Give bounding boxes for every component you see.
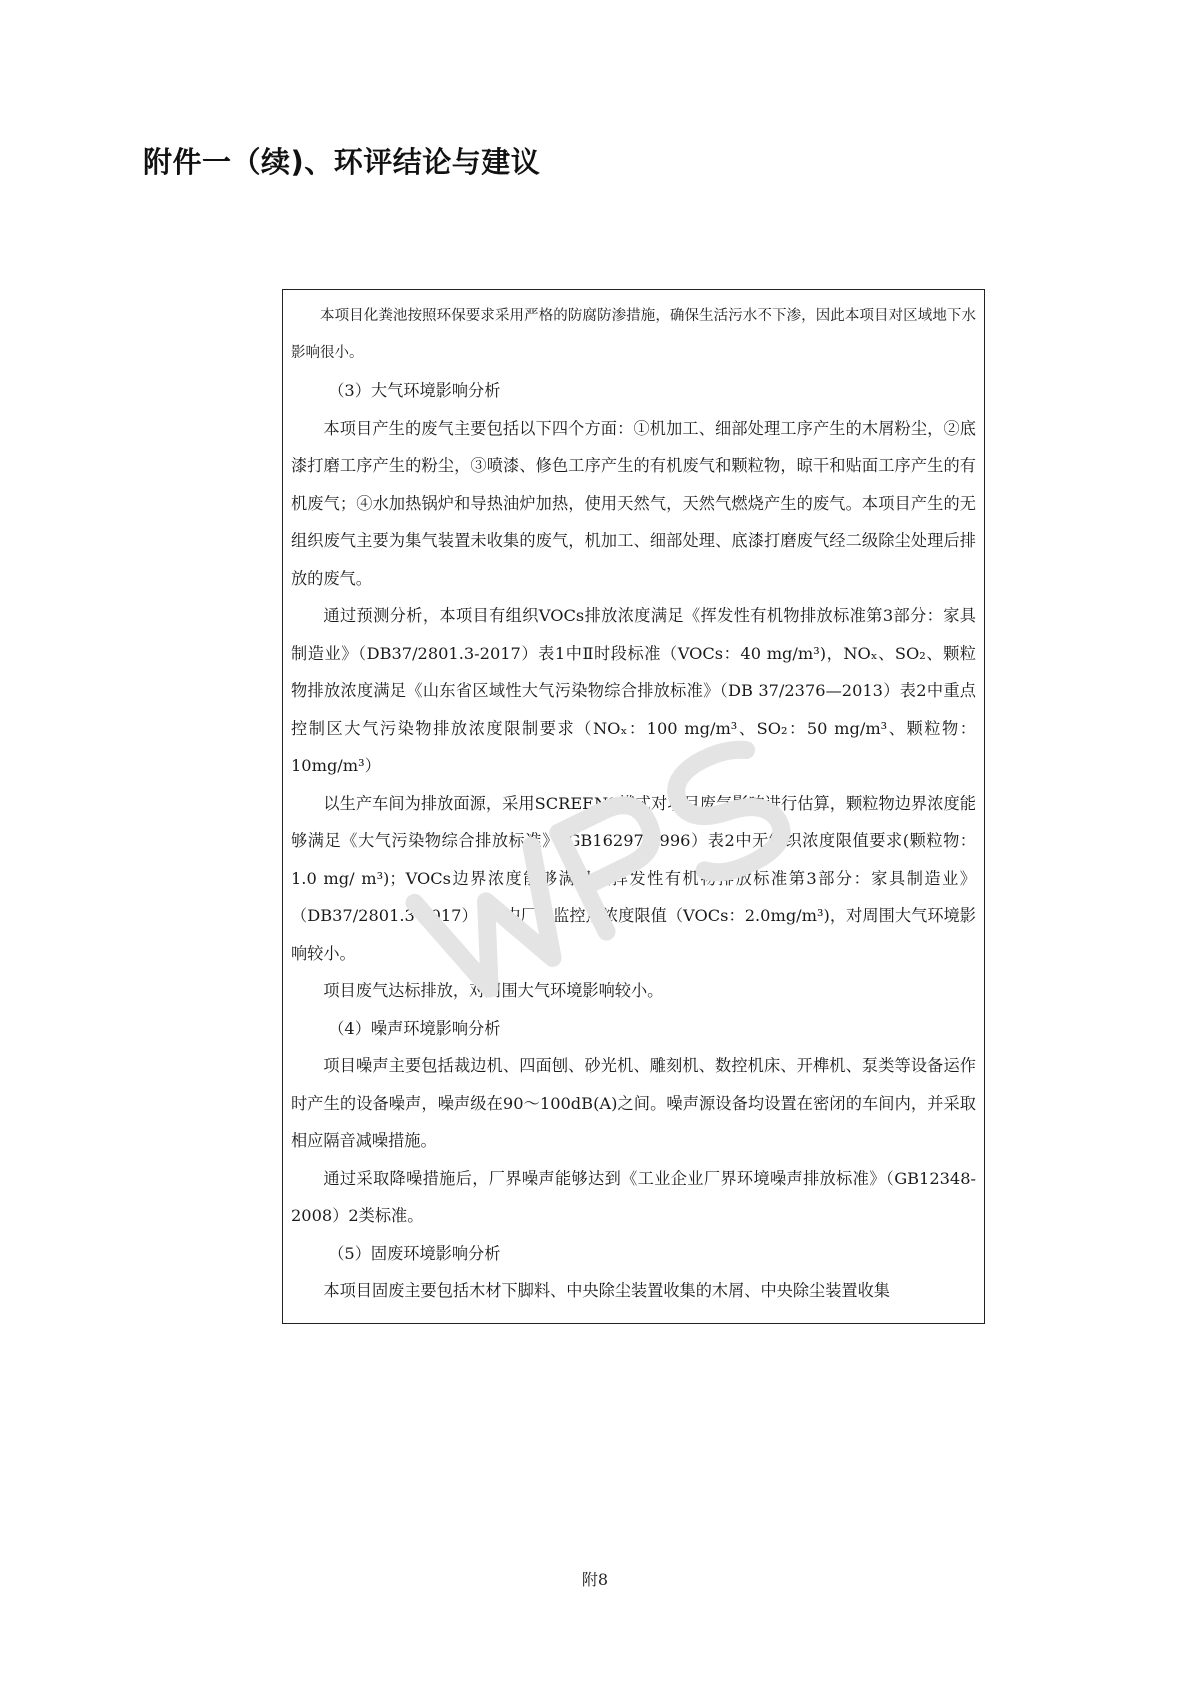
section-heading-solid-waste: （5）固废环境影响分析 (328, 1243, 501, 1263)
content-box (282, 289, 985, 1324)
paragraph-air-sources: 本项目产生的废气主要包括以下四个方面：①机加工、细部处理工序产生的木屑粉尘，②底漆打磨工序产生的粉尘，③喷漆、修色工序产生的有机废气和颗粒物，晾干和贴面工序产生的有机废气；④水加热锅炉和导热油炉加热，使用天然气，天然气燃烧产生的废气。本项目产生的无组织废气主要为集气装置未收集的废气，机加工、细部处理、底漆打磨废气经二级除尘处理后排放的废气。 (291, 418, 976, 588)
paragraph-groundwater: 本项目化粪池按照环保要求采用严格的防腐防渗措施，确保生活污水不下渗，因此本项目对区域地下水影响很小。 (291, 308, 976, 361)
paragraph-air-conclusion: 项目废气达标排放，对周围大气环境影响较小。 (323, 981, 664, 1000)
paragraph-air-organized: 通过预测分析，本项目有组织VOCs排放浓度满足《挥发性有机物排放标准第3部分：家具制造业》（DB37/2801.3-2017）表1中Ⅱ时段标准（VOCs：40 mg/m³)，NOₓ、SO₂、颗粒物排放浓度满足《山东省区域性大气污染物综合排放标准》（DB 37/2376—2013）表2中重点控制区大气污染物排放浓度限制要求（NOₓ：100 mg/m³、SO₂：50 mg/m³、颗粒物：10mg/m³） (291, 606, 976, 775)
page-heading: 附件一（续)、环评结论与建议 (143, 145, 541, 179)
paragraph-air-screen3: 以生产车间为排放面源，采用SCREEN3模式对项目废气影响进行估算，颗粒物边界浓度能够满足《大气污染物综合排放标准》（GB16297-1996）表2中无组织浓度限值要求(颗粒物：1.0 mg/ m³)；VOCs边界浓度能够满足《挥发性有机物排放标准第3部分：家具制造业》（DB37/2801.3-2017）表2中厂界监控点浓度限值（VOCs：2.0mg/m³)，对周围大气环境影响较小。 (291, 793, 976, 963)
section-heading-air: （3）大气环境影响分析 (328, 381, 501, 400)
watermark-text: WPS (395, 705, 398, 706)
paragraph-noise-sources: 项目噪声主要包括裁边机、四面刨、砂光机、雕刻机、数控机床、开榫机、泵类等设备运作时产生的设备噪声，噪声级在90～100dB(A)之间。噪声源设备均设置在密闭的车间内，并采取相应隔音减噪措施。 (291, 1056, 976, 1150)
page-number: 附8 (581, 1570, 609, 1589)
paragraph-solid-waste: 本项目固废主要包括木材下脚料、中央除尘装置收集的木屑、中央除尘装置收集 (323, 1281, 890, 1300)
paragraph-noise-conclusion: 通过采取降噪措施后，厂界噪声能够达到《工业企业厂界环境噪声排放标准》（GB12348-2008）2类标准。 (291, 1168, 976, 1225)
section-heading-noise: （4）噪声环境影响分析 (328, 1018, 501, 1038)
